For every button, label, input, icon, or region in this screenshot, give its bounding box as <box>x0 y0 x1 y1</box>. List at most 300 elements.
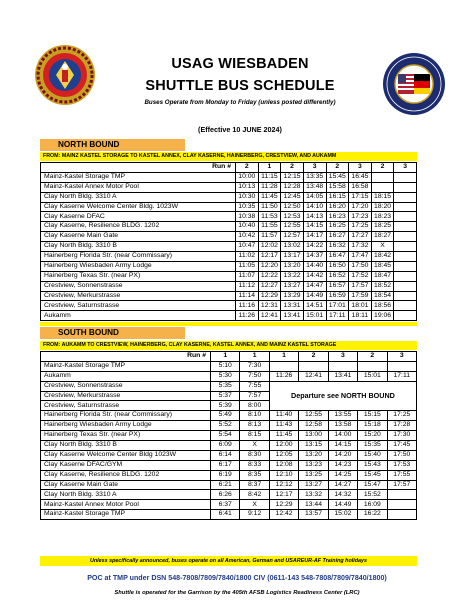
time-cell: 6:41 <box>211 510 240 520</box>
time-cell: X <box>371 242 394 252</box>
time-cell: 12:55 <box>281 222 304 232</box>
time-cell: 13:00 <box>299 431 328 441</box>
time-cell: 14:05 <box>303 192 326 202</box>
time-cell: 11:40 <box>269 411 298 421</box>
stop-name: Clay Kaserne Welcome Center Bldg. 1023W <box>41 202 236 212</box>
time-cell: 18:25 <box>371 222 394 232</box>
time-cell: 17:15 <box>349 192 372 202</box>
stop-name: Crestview, Saturnstrasse <box>41 401 211 411</box>
time-cell <box>394 202 417 212</box>
time-cell: 7:30 <box>240 361 269 371</box>
stop-name: Hainerberg Florida Str. (near Commissary) <box>41 411 211 421</box>
holiday-disclaimer: Unless specifically announced, buses operate on all American, German and USAREUR-AF Training holidays <box>40 556 417 566</box>
time-cell: 12:20 <box>258 261 281 271</box>
time-cell: 11:12 <box>236 281 259 291</box>
time-cell: 13:41 <box>281 311 304 321</box>
time-cell: 11:45 <box>258 192 281 202</box>
time-cell: 13:20 <box>299 450 328 460</box>
time-cell: 17:20 <box>349 202 372 212</box>
time-cell: 14:40 <box>303 261 326 271</box>
run-header-row <box>41 163 417 173</box>
time-cell: 14:49 <box>303 291 326 301</box>
table-row <box>41 431 417 441</box>
time-cell: 12:17 <box>258 252 281 262</box>
time-cell: 17:23 <box>349 212 372 222</box>
run-number: 2 <box>326 163 349 173</box>
time-cell: 18:52 <box>371 281 394 291</box>
time-cell: 19:06 <box>371 311 394 321</box>
time-cell <box>394 252 417 262</box>
time-cell: 12:28 <box>281 182 304 192</box>
time-cell: 11:53 <box>258 212 281 222</box>
stop-name: Hainerberg Florida Str. (near Commissary) <box>41 252 236 262</box>
time-cell: 13:44 <box>299 500 328 510</box>
table-row <box>41 192 417 202</box>
time-cell: 13:20 <box>281 261 304 271</box>
time-cell: 18:27 <box>371 232 394 242</box>
time-cell: 12:55 <box>299 411 328 421</box>
operating-days-note: Buses Operate from Monday to Friday (unless posted differently) <box>144 99 336 106</box>
time-cell: 6:37 <box>211 500 240 510</box>
time-cell: 13:41 <box>328 371 357 381</box>
time-cell: 11:43 <box>269 421 298 431</box>
run-header-row <box>41 352 417 362</box>
time-cell: 13:31 <box>281 301 304 311</box>
time-cell: 13:22 <box>281 271 304 281</box>
time-cell: 17:50 <box>387 450 416 460</box>
time-cell <box>394 291 417 301</box>
time-cell: 15:40 <box>358 450 387 460</box>
time-cell: 13:29 <box>281 291 304 301</box>
time-cell: 16:58 <box>349 182 372 192</box>
table-row <box>41 371 417 381</box>
stop-name: Clay North Bldg. 3310 B <box>41 242 236 252</box>
time-cell: 17:30 <box>387 431 416 441</box>
table-row <box>41 421 417 431</box>
table-row <box>41 202 417 212</box>
south-route-description: FROM: AUKAMM TO CRESTVIEW, HAINERBERG, CLAY KASERNE, KASTEL ANNEX, AND MAINZ KASTEL STORAGE <box>40 341 417 350</box>
effective-date: (Effective 10 JUNE 2024) <box>198 125 282 134</box>
time-cell <box>394 311 417 321</box>
time-cell: 17:57 <box>387 480 416 490</box>
time-cell: 11:16 <box>236 301 259 311</box>
time-cell: 12:02 <box>258 242 281 252</box>
stop-name: Mainz-Kastel Storage TMP <box>41 172 236 182</box>
stop-name: Clay Kaserne, Resilience BLDG. 1202 <box>41 222 236 232</box>
table-row <box>41 381 417 391</box>
time-cell: 14:10 <box>303 202 326 212</box>
time-cell: 12:41 <box>258 311 281 321</box>
page-title: USAG WIESBADEN <box>171 56 309 72</box>
table-row <box>41 361 417 371</box>
stop-name: Clay Kaserne Welcome Center Bldg 1023W <box>41 450 211 460</box>
time-cell <box>394 232 417 242</box>
time-cell: 18:11 <box>349 311 372 321</box>
table-row <box>41 222 417 232</box>
time-cell: 16:52 <box>326 271 349 281</box>
time-cell: 13:58 <box>328 421 357 431</box>
stop-name: Crestview, Merkurstrasse <box>41 391 211 401</box>
time-cell: 16:59 <box>326 291 349 301</box>
time-cell: 8:42 <box>240 490 269 500</box>
time-cell: 16:22 <box>358 510 387 520</box>
time-cell <box>328 361 357 371</box>
time-cell: 12:05 <box>269 450 298 460</box>
time-cell: 15:45 <box>326 172 349 182</box>
time-cell: 14:37 <box>303 252 326 262</box>
operator-note: Shuttle is operated for the Garrison by the 405th AFSB Logistics Readiness Center (LRC) <box>114 590 360 596</box>
table-row <box>41 182 417 192</box>
time-cell: 12:45 <box>281 192 304 202</box>
time-cell: 13:02 <box>281 242 304 252</box>
time-cell: 16:25 <box>326 222 349 232</box>
run-number: 1 <box>211 352 240 362</box>
time-cell: 18:15 <box>371 192 394 202</box>
time-cell: 15:58 <box>326 182 349 192</box>
time-cell: 12:31 <box>258 301 281 311</box>
time-cell: 15:01 <box>358 371 387 381</box>
time-cell: 12:17 <box>269 490 298 500</box>
time-cell: 12:41 <box>299 371 328 381</box>
time-cell: 14:15 <box>303 222 326 232</box>
time-cell: 14:25 <box>328 470 357 480</box>
time-cell: 16:23 <box>326 212 349 222</box>
stop-name: Clay North Bldg. 3310 A <box>41 192 236 202</box>
time-cell: 12:42 <box>269 510 298 520</box>
time-cell: 14:20 <box>328 450 357 460</box>
time-cell: 12:22 <box>258 271 281 281</box>
time-cell: 16:45 <box>349 172 372 182</box>
time-cell: 15:52 <box>358 490 387 500</box>
time-cell: 8:33 <box>240 460 269 470</box>
time-cell: 13:17 <box>281 252 304 262</box>
time-cell: 15:35 <box>358 441 387 451</box>
time-cell: 11:15 <box>258 172 281 182</box>
table-row <box>41 500 417 510</box>
time-cell: 12:57 <box>281 232 304 242</box>
time-cell: 10:30 <box>236 192 259 202</box>
stop-name: Clay Kaserne Main Gate <box>41 232 236 242</box>
run-number: 2 <box>371 163 394 173</box>
time-cell: 17:32 <box>349 242 372 252</box>
time-cell: 15:45 <box>358 470 387 480</box>
time-cell: 5:10 <box>211 361 240 371</box>
time-cell: 14:47 <box>303 281 326 291</box>
time-cell: 13:32 <box>299 490 328 500</box>
time-cell: 14:42 <box>303 271 326 281</box>
time-cell: 11:45 <box>269 431 298 441</box>
stop-name: Hainerberg Wiesbaden Army Lodge <box>41 261 236 271</box>
time-cell: 14:13 <box>303 212 326 222</box>
time-cell: 8:00 <box>240 401 269 411</box>
stop-name: Crestview, Sonnenstrasse <box>41 381 211 391</box>
time-cell <box>394 242 417 252</box>
stop-name: Clay North Bldg. 3310 A <box>41 490 211 500</box>
stop-name: Aukamm <box>41 311 236 321</box>
stop-name: Clay Kaserne, Resilience BLDG. 1202 <box>41 470 211 480</box>
time-cell <box>394 261 417 271</box>
stop-name: Clay Kaserne DFAC/GYM <box>41 460 211 470</box>
time-cell: 17:28 <box>387 421 416 431</box>
time-cell <box>269 361 298 371</box>
time-cell: 13:55 <box>328 411 357 421</box>
time-cell: 12:29 <box>269 500 298 510</box>
time-cell <box>387 500 416 510</box>
stop-name: Crestview, Merkurstrasse <box>41 291 236 301</box>
poc-contact: POC at TMP under DSN 548-7808/7809/7840/1800 CIV (0611-143 548-7808/7809/7840/1800) <box>87 574 387 582</box>
time-cell <box>394 192 417 202</box>
time-cell: 12:15 <box>281 172 304 182</box>
time-cell: 14:17 <box>303 232 326 242</box>
time-cell: 11:05 <box>236 261 259 271</box>
time-cell: 14:22 <box>303 242 326 252</box>
time-cell: 11:50 <box>258 202 281 212</box>
time-cell: 14:49 <box>328 500 357 510</box>
time-cell: 17:59 <box>349 291 372 301</box>
time-cell <box>387 510 416 520</box>
stop-name: Crestview, Saturnstrasse <box>41 301 236 311</box>
stop-name: Hainerberg Wiesbaden Army Lodge <box>41 421 211 431</box>
time-cell: 14:23 <box>328 460 357 470</box>
time-cell: 17:55 <box>387 470 416 480</box>
time-cell: 13:35 <box>303 172 326 182</box>
time-cell <box>387 361 416 371</box>
time-cell: 15:47 <box>358 480 387 490</box>
time-cell: 6:09 <box>211 441 240 451</box>
south-bound-header: SOUTH BOUND <box>40 327 185 339</box>
time-cell: 10:13 <box>236 182 259 192</box>
time-cell: 13:27 <box>281 281 304 291</box>
time-cell <box>358 361 387 371</box>
run-number: 2 <box>358 352 387 362</box>
time-cell: 15:02 <box>328 510 357 520</box>
time-cell: 16:27 <box>326 232 349 242</box>
run-number: 3 <box>328 352 357 362</box>
time-cell: 15:20 <box>358 431 387 441</box>
time-cell: 16:15 <box>326 192 349 202</box>
time-cell: 17:25 <box>387 411 416 421</box>
time-cell: 18:23 <box>371 212 394 222</box>
divider-bar <box>40 322 417 326</box>
run-label: Run # <box>41 352 211 362</box>
time-cell: 13:27 <box>299 480 328 490</box>
stop-name: Hainerberg Texas Str. (near PX) <box>41 431 211 441</box>
north-route-description: FROM: MAINZ KASTEL STORAGE TO KASTEL ANNEX, CLAY KASERNE, HAINERBERG, CRESTVIEW, AND AUKAMM <box>40 152 417 161</box>
stop-name: Hainerberg Texas Str. (near PX) <box>41 271 236 281</box>
table-row <box>41 441 417 451</box>
time-cell: 12:50 <box>281 202 304 212</box>
time-cell: 5:52 <box>211 421 240 431</box>
page-subtitle: SHUTTLE BUS SCHEDULE <box>145 78 335 94</box>
table-row <box>41 232 417 242</box>
time-cell: 7:50 <box>240 371 269 381</box>
time-cell: 17:01 <box>326 301 349 311</box>
time-cell: 13:48 <box>303 182 326 192</box>
time-cell: 12:00 <box>269 441 298 451</box>
south-bound-table <box>40 351 417 520</box>
time-cell: 8:35 <box>240 470 269 480</box>
time-cell: 10:40 <box>236 222 259 232</box>
departure-note: Departure see NORTH BOUND <box>269 381 416 411</box>
north-bound-table <box>40 162 417 321</box>
table-row <box>41 281 417 291</box>
time-cell: 9:12 <box>240 510 269 520</box>
time-cell: 8:15 <box>240 431 269 441</box>
time-cell: 12:29 <box>258 291 281 301</box>
time-cell <box>394 271 417 281</box>
time-cell <box>387 490 416 500</box>
time-cell: 11:57 <box>258 232 281 242</box>
north-bound-header: NORTH BOUND <box>40 139 185 151</box>
time-cell: X <box>240 441 269 451</box>
run-number: 3 <box>387 352 416 362</box>
stop-name: Mainz-Kastel Storage TMP <box>41 510 211 520</box>
time-cell: 8:13 <box>240 421 269 431</box>
time-cell: 18:45 <box>371 261 394 271</box>
time-cell: 5:49 <box>211 411 240 421</box>
time-cell: 18:54 <box>371 291 394 301</box>
time-cell <box>394 172 417 182</box>
stop-name: Crestview, Sonnenstrasse <box>41 281 236 291</box>
table-row <box>41 311 417 321</box>
time-cell: 16:20 <box>326 202 349 212</box>
time-cell: 7:57 <box>240 391 269 401</box>
time-cell: 17:57 <box>349 281 372 291</box>
time-cell: 14:27 <box>328 480 357 490</box>
stop-name: Clay North Bldg. 3310 B <box>41 441 211 451</box>
time-cell: 8:37 <box>240 480 269 490</box>
time-cell: 12:12 <box>269 480 298 490</box>
time-cell: 10:00 <box>236 172 259 182</box>
time-cell: 5:37 <box>211 391 240 401</box>
run-number: 2 <box>299 352 328 362</box>
run-label: Run # <box>41 163 236 173</box>
time-cell: 10:42 <box>236 232 259 242</box>
time-cell: 11:55 <box>258 222 281 232</box>
time-cell: 17:25 <box>349 222 372 232</box>
run-number: 2 <box>281 163 304 173</box>
table-row <box>41 271 417 281</box>
stop-name: Aukamm <box>41 371 211 381</box>
time-cell: 12:27 <box>258 281 281 291</box>
time-cell: 6:26 <box>211 490 240 500</box>
garrison-crest-icon <box>34 44 96 106</box>
time-cell: 12:53 <box>281 212 304 222</box>
table-row <box>41 490 417 500</box>
time-cell: 15:43 <box>358 460 387 470</box>
time-cell: 18:01 <box>349 301 372 311</box>
time-cell <box>371 182 394 192</box>
army-support-battalion-seal-icon <box>382 52 446 116</box>
time-cell: 10:38 <box>236 212 259 222</box>
time-cell: 16:50 <box>326 261 349 271</box>
run-number: 1 <box>269 352 298 362</box>
time-cell: 16:32 <box>326 242 349 252</box>
stop-name: Mainz-Kastel Annex Motor Pool <box>41 182 236 192</box>
run-number: 1 <box>240 352 269 362</box>
time-cell: 11:26 <box>236 311 259 321</box>
time-cell: 11:14 <box>236 291 259 301</box>
time-cell: 15:01 <box>303 311 326 321</box>
time-cell: 17:47 <box>349 252 372 262</box>
time-cell: 16:09 <box>358 500 387 510</box>
time-cell: 11:02 <box>236 252 259 262</box>
time-cell: 11:28 <box>258 182 281 192</box>
time-cell: 10:47 <box>236 242 259 252</box>
time-cell: 15:18 <box>358 421 387 431</box>
table-row <box>41 301 417 311</box>
stop-name: Clay Kaserne Main Gate <box>41 480 211 490</box>
time-cell: 6:17 <box>211 460 240 470</box>
time-cell <box>394 212 417 222</box>
time-cell: 14:00 <box>328 431 357 441</box>
time-cell: 11:07 <box>236 271 259 281</box>
table-row <box>41 470 417 480</box>
time-cell: 5:35 <box>211 381 240 391</box>
time-cell: 17:11 <box>326 311 349 321</box>
table-row <box>41 291 417 301</box>
time-cell: 11:26 <box>269 371 298 381</box>
time-cell: 14:51 <box>303 301 326 311</box>
time-cell: 18:20 <box>371 202 394 212</box>
time-cell: 12:58 <box>299 421 328 431</box>
table-row <box>41 261 417 271</box>
time-cell <box>371 172 394 182</box>
table-row <box>41 172 417 182</box>
time-cell <box>394 301 417 311</box>
time-cell: 6:19 <box>211 470 240 480</box>
time-cell: 13:57 <box>299 510 328 520</box>
time-cell: 14:15 <box>328 441 357 451</box>
table-row <box>41 460 417 470</box>
time-cell: 17:11 <box>387 371 416 381</box>
run-number: 2 <box>236 163 259 173</box>
time-cell <box>394 182 417 192</box>
run-number: 3 <box>303 163 326 173</box>
time-cell: 5:54 <box>211 431 240 441</box>
time-cell: 5:30 <box>211 371 240 381</box>
time-cell: 17:53 <box>387 460 416 470</box>
table-row <box>41 450 417 460</box>
time-cell: 13:25 <box>299 470 328 480</box>
time-cell: 8:30 <box>240 450 269 460</box>
stop-name: Mainz-Kastel Annex Motor Pool <box>41 500 211 510</box>
run-number: 3 <box>349 163 372 173</box>
run-number: 3 <box>394 163 417 173</box>
time-cell: 17:27 <box>349 232 372 242</box>
table-row <box>41 411 417 421</box>
time-cell: 18:47 <box>371 271 394 281</box>
time-cell: 17:45 <box>387 441 416 451</box>
time-cell: 12:08 <box>269 460 298 470</box>
time-cell: 17:52 <box>349 271 372 281</box>
time-cell: 13:23 <box>299 460 328 470</box>
time-cell <box>299 361 328 371</box>
run-number: 1 <box>258 163 281 173</box>
time-cell: 18:42 <box>371 252 394 262</box>
table-row <box>41 242 417 252</box>
table-row <box>41 480 417 490</box>
time-cell <box>394 281 417 291</box>
stop-name: Clay Kaserne DFAC <box>41 212 236 222</box>
time-cell: 7:55 <box>240 381 269 391</box>
time-cell: 17:50 <box>349 261 372 271</box>
time-cell: 6:14 <box>211 450 240 460</box>
table-row <box>41 212 417 222</box>
time-cell <box>394 222 417 232</box>
time-cell: 18:56 <box>371 301 394 311</box>
time-cell: 16:47 <box>326 252 349 262</box>
